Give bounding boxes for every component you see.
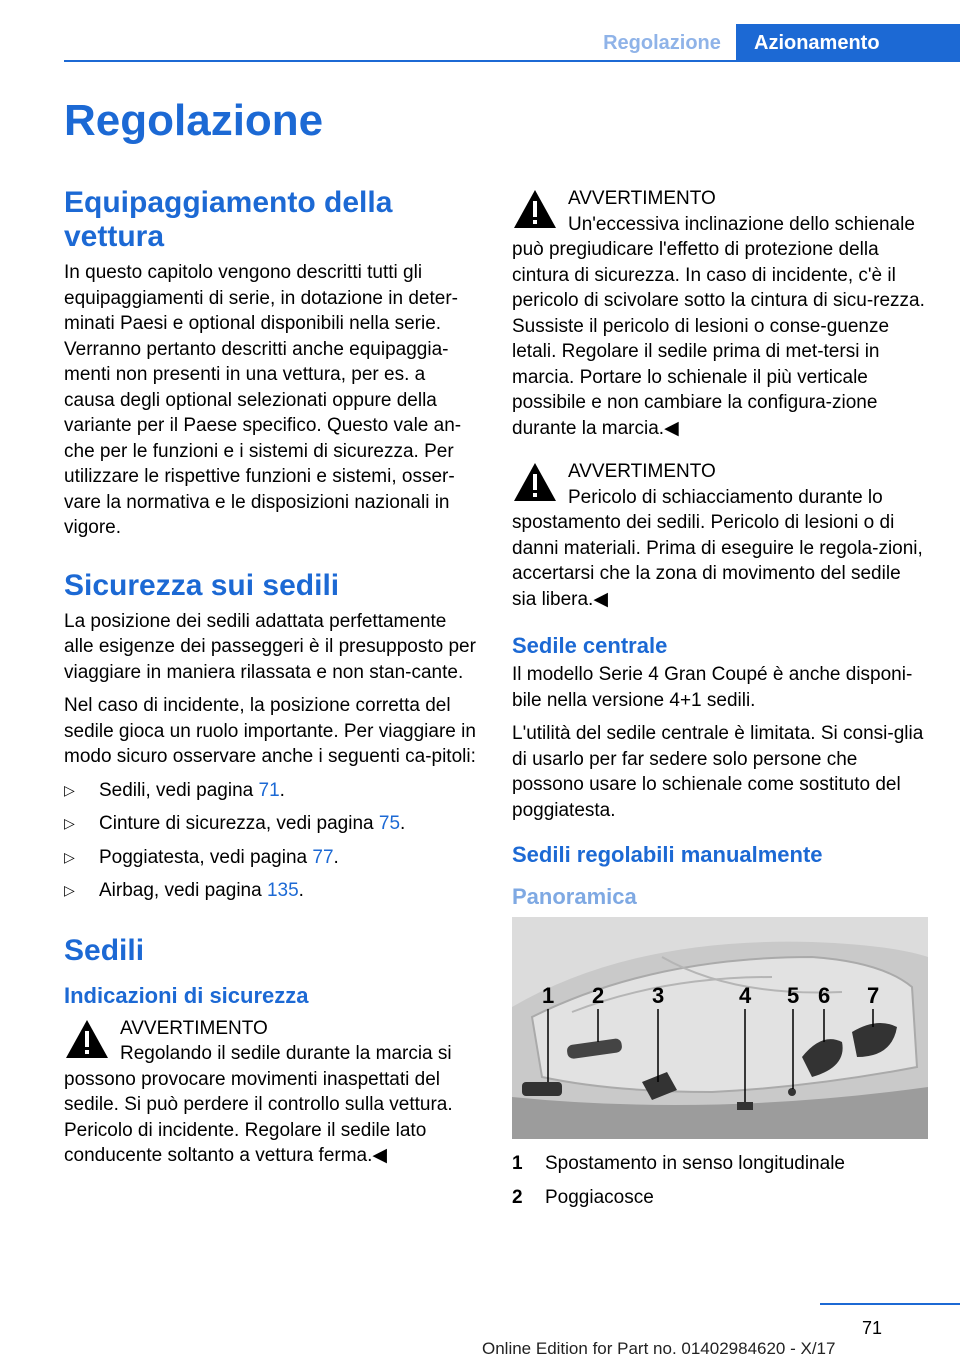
page-link[interactable]: 77 [312,846,334,868]
warning-triangle-icon [512,459,558,505]
warning-text-first: Regolando il sedile durante la marcia si [120,1043,452,1064]
warning-box [64,1016,478,1169]
warning-title: AVVERTIMENTO [568,188,716,209]
callout-label: 3 [652,983,665,1008]
paragraph-centrale-1: Il modello Serie 4 Gran Coupé è anche disponi‐bile nella versione 4+1 sedili. [512,664,913,711]
footer-rule [820,1303,960,1305]
paragraph-equipaggiamento: In questo capitolo vengono descritti tutti gli equipaggiamenti di serie, in dotazione in deter‐minati Paesi e optional disponibili nella serie. Verranno pertanto descritti anche equipaggia‐menti non presenti in una vettura, per es. a causa degli optional selezionati oppure della variante per il Paese specifico. Questo vale an‐che per le funzioni e i sistemi di sicurezza. Per utilizzare le rispettive funzioni e sistemi, osser‐vare la normativa e le disposizioni nazionali in vigore. [64,262,462,538]
legend-item: 2 Poggiacosce [512,1186,654,1208]
warning-text-first: Pericolo di schiacciamento durante lo [568,486,883,508]
tab-azionamento[interactable]: Azionamento [736,24,960,62]
list-item: ▷ Poggiatesta, vedi pagina 77. [64,845,478,871]
heading-panoramica: Panoramica [512,884,637,909]
heading-sedili-manuali: Sedili regolabili manualmente [512,842,823,867]
reference-list [64,778,478,904]
page-link[interactable]: 71 [258,779,280,801]
warning-box [512,186,928,441]
callout-label: 2 [592,983,605,1008]
page-link[interactable]: 135 [266,880,299,901]
heading-sedile-centrale: Sedile centrale [512,633,668,658]
warning-text: può pregiudicare l'effetto di protezione della cintura di sicurezza. In caso di incidente, c'è il pericolo di scivolare sotto la cintura di sicu‐rezza. Sussiste il pericolo di lesioni o conse‐guenze letali. Regolare il sedile prima di met‐tersi in marcia. Portare lo schienale il più verticale possibile e non cambiare la configura‐zione durante la marcia.◀ [512,239,925,439]
heading-indicazioni-sicurezza: Indicazioni di sicurezza [64,982,309,1008]
callout-label: 4 [739,983,752,1008]
warning-text: spostamento dei sedili. Pericolo di lesioni o di danni materiali. Prima di eseguire le regola‐zioni, accertarsi che la zona di movimento del sedile sia libera.◀ [512,512,923,610]
warning-text-first: Un'eccessiva inclinazione dello schienale [568,213,915,235]
paragraph-centrale-2: L'utilità del sedile centrale è limitata. Si consi‐glia di usarlo per far sedere solo persone che possono usare lo schienale come sostituto del poggiatesta. [512,723,924,821]
warning-triangle-icon [64,1016,110,1062]
warning-title: AVVERTIMENTO [568,461,716,482]
legend-item: 1 Spostamento in senso longitudinale [512,1153,845,1174]
callout-label: 5 [787,983,800,1008]
warning-triangle-icon [512,186,558,232]
warning-box [512,459,928,612]
page-number: 71 [862,1318,883,1338]
paragraph-sicurezza-2: Nel caso di incidente, la posizione corretta del sedile gioca un ruolo importante. Per viaggiare in modo sicuro osservare anche i seguenti ca‐pitoli: [64,695,476,767]
callout-label: 7 [867,983,880,1008]
right-column [512,186,928,1218]
warning-title: AVVERTIMENTO [120,1017,268,1039]
tab-regolazione[interactable]: Regolazione [603,32,721,54]
page-title: Regolazione [64,96,324,145]
warning-text: possono provocare movimenti inaspettati del sedile. Si può perdere il controllo sulla vettura. Pericolo di incidente. Regolare il sedile lato conducente soltanto a vettura ferma.◀ [64,1068,453,1166]
heading-equipaggiamento: Equipaggiamento della vettura [64,186,393,253]
list-item: ▷ Sedili, vedi pagina 71. [64,778,478,804]
seat-controls-image [512,917,928,1139]
numbered-legend [512,1151,928,1210]
edition-note: Online Edition for Part no. 01402984620 - X/17 [482,1339,836,1358]
callout-label: 1 [542,983,555,1008]
list-item: ▷ Airbag, vedi pagina 135. [64,878,478,904]
heading-sedili: Sedili [64,933,145,967]
callout-label: 6 [818,983,831,1008]
page-link[interactable]: 75 [378,813,401,834]
list-item: ▷ Cinture di sicurezza, vedi pagina 75. [64,811,478,837]
paragraph-sicurezza-1: La posizione dei sedili adattata perfettamente alle esigenze dei passeggeri è il presupposto per viaggiare in maniera rilassata e non stan‐cante. [64,610,476,683]
left-column [64,186,478,1179]
heading-sicurezza-sedili: Sicurezza sui sedili [64,568,340,602]
